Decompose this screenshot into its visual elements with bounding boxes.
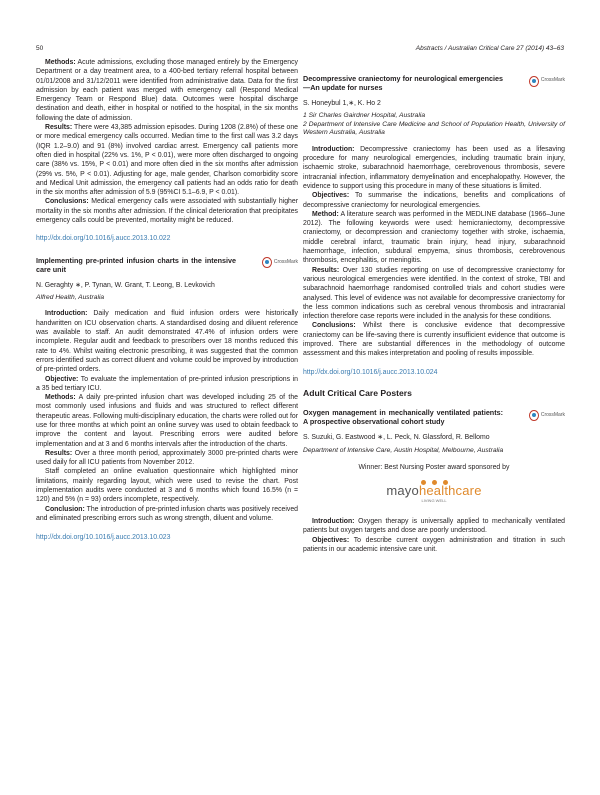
authors: S. Suzuki, G. Eastwood ∗, L. Peck, N. Glassford, R. Bellomo <box>303 434 490 442</box>
doi-link[interactable]: http://dx.doi.org/10.1016/j.aucc.2013.10.024 <box>303 368 438 376</box>
left-column <box>36 58 298 555</box>
abstract-oxygen-management <box>303 408 565 554</box>
journal-running-header: Abstracts / Australian Critical Care 27 (2014) 43–63 <box>415 45 564 52</box>
section-title: Adult Critical Care Posters <box>303 387 412 398</box>
results-paragraph: Results: Over a three month period, approximately 3000 pre-printed charts were used daily for all ICU patients from November 2012. <box>36 449 298 467</box>
doi-link[interactable]: http://dx.doi.org/10.1016/j.aucc.2013.10.023 <box>36 534 171 542</box>
methods-paragraph: Methods: A daily pre-printed infusion chart was developed including 25 of the most commonly used infusions and fluids and was structured to reflect different therapeutic areas. Following multi-disciplinary education, the charts were rolled out for use for three months at which point an online survey was used to obtain feedback to improve the content and layout. Prescribing errors were audited before implementation and at 3 and 6 months intervals after the introduction of the charts. <box>36 394 298 448</box>
abstract-emergency-calls <box>36 58 298 244</box>
article-title: Implementing pre-printed infusion charts in the intensive care unit <box>36 255 236 274</box>
methods-paragraph: Methods: Acute admissions, excluding those managed entirely by the Emergency Department or a day treatment area, to a 400-bed tertiary referral hospital between 01/01/2008 and 31/12/2011 were identified from administrative data. Data for the first admission by each patient was merged with emergency call (Respond Medical Emergency Team or Respond Blue) data. Outcomes were hospital discharge destination and death, either in hospital or notified to the hospital, in the six months following the date of admission. <box>36 59 298 122</box>
objectives-paragraph: Objectives: To summarise the indications, benefits and complications of decompressive craniectomy for neurological emergencies. <box>303 192 565 209</box>
affiliation: Department of Intensive Care, Austin Hospital, Melbourne, Australia <box>303 446 504 454</box>
article-title: Oxygen management in mechanically ventilated patients: A prospective observational cohort study <box>303 408 503 427</box>
introduction-paragraph: Introduction: Daily medication and fluid infusion orders were historically handwritten on ICU observation charts. A standardised dosing and diluent reference was available to staff. An audit demonstrated 47.4% of infusion orders were incomplete. Regular audit and feedback to prescribers over 18 months reduced this rate to 4%. Whilst waiting electronic prescribing, it was suggested that the common errors identified such as correct diluent and volume could be improved by introduction of pre-printed orders. <box>36 310 298 374</box>
page-number: 50 <box>36 45 44 52</box>
article-title: Decompressive craniectomy for neurological emergencies—An update for nurses <box>303 74 503 92</box>
method-paragraph: Method: A literature search was performed in the MEDLINE database (1966–June 2012). The following keywords were used: hemicraniectomy, decompressive craniectomy, or decompression and craniectomy together with stroke, ischaemia, middle cerebral infarct, traumatic brain injury, head injury, subarachnoid haemorrhage, infection, subdural empyema, sinus thrombosis, cerebrovenous thrombosis, encephalitis, or meningitis. <box>303 210 565 265</box>
affiliation-1: 1 Sir Charles Gairdner Hospital, Australia <box>303 112 426 120</box>
introduction-paragraph: Introduction: Decompressive craniectomy has been used as a lifesaving procedure for many neurological emergencies, including traumatic brain injury, ischaemic stroke, subarachnoid haemorrhage, cerebrovenous thrombosis, severe intracranial infection, inflammatory demyelination and encephalopathy. However, the evidence to support using this procedure in many of these situations is limited. <box>303 145 565 190</box>
winner-line: Winner: Best Nursing Poster award sponsored by <box>358 464 510 472</box>
article-title-row <box>303 74 565 92</box>
introduction-paragraph: Introduction: Oxygen therapy is universally applied to mechanically ventilated patients but oxygen targets and dose are poorly understood. <box>303 517 565 535</box>
crossmark-icon[interactable]: CrossMark <box>529 408 565 422</box>
objectives-paragraph: Objectives: To describe current oxygen administration and titration in such patients in our academic intensive care unit. <box>303 536 565 553</box>
results-paragraph: Results: Over 130 studies reporting on use of decompressive craniectomy for various neurological emergencies were identified. In the context of stroke, TBI and subarachnoid haemorrhage randomised controlled trials and cohort studies were analysed. This level of evidence was not available for decompressive craniectomy for the less common indications such as cerebral venous thrombosis and intracranial infection therefore case reports were included in the analysis for these conditions. <box>303 266 565 321</box>
article-title-row <box>36 256 298 274</box>
abstract-infusion-charts <box>36 256 298 543</box>
mayo-healthcare-logo: mayohealthcare LIVING WELL <box>303 480 565 505</box>
authors: N. Geraghty ∗, P. Tynan, W. Grant, T. Leong, B. Levkovich <box>36 281 215 289</box>
conclusions-paragraph: Conclusions: Whilst there is conclusive evidence that decompressive craniectomy can be life-saving there is currently insufficient evidence that outcome is improved. There are substantial differences in the methodology of outcome assessment and this makes interpretation and pooling of results impossible. <box>303 322 565 358</box>
affiliation: Alfred Health, Australia <box>36 293 105 301</box>
results-paragraph-2: Staff completed an online evaluation questionnaire which highlighted minor limitations, mainly regarding layout, which were used to revise the chart. Post implementation audits were conducted at 3 and 6 months which found 16.5% (n = 120) and 5% (n = 93) orders incomplete, respectively. <box>36 468 298 504</box>
objective-paragraph: Objective: To evaluate the implementation of pre-printed infusion prescriptions in a 35 bed tertiary ICU. <box>36 375 298 392</box>
abstract-decompressive-craniectomy <box>303 74 565 377</box>
conclusion-paragraph: Conclusion: The introduction of pre-printed infusion charts was positively received and eliminated prescribing errors such as wrong strength, diluent and volume. <box>36 505 298 522</box>
doi-link[interactable]: http://dx.doi.org/10.1016/j.aucc.2013.10.022 <box>36 235 171 243</box>
conclusions-paragraph: Conclusions: Medical emergency calls were associated with substantially higher mortality in the six months after admission. If the clinical deterioration that precipitates emergency calls could be prevented, mortality might be reduced. <box>36 198 298 225</box>
article-title-row <box>303 408 565 426</box>
results-paragraph: Results: There were 43,385 admission episodes. During 1208 (2.8%) of these one or more medical emergency calls occurred. Median time to the first call was 3.2 days (IQR 1.2–9.0) and 91 (8%) involved cardiac arrest. Emergency call patients more often died in hospital (22% vs. 1%, P < 0.01), were more often discharged to ongoing care (38% vs. 15%, P < 0.01) and more often died in the six months after admission (29% vs. 5%, P < 0.01). Adjusting for age, male gender, Charlson comorbidity score and Medical Unit admission, the emergency call patients had an odds ratio for death in the six months after admission of 5.9 (95%CI 5.1–6.9, P < 0.01). <box>36 124 298 197</box>
right-column <box>303 70 565 554</box>
crossmark-icon[interactable]: CrossMark <box>529 74 565 88</box>
authors: S. Honeybul 1,∗, K. Ho 2 <box>303 100 381 107</box>
affiliation-2: 2 Department of Intensive Care Medicine and School of Population Health, University of Western Australia, Australia <box>303 120 565 137</box>
crossmark-icon[interactable]: CrossMark <box>262 256 298 270</box>
